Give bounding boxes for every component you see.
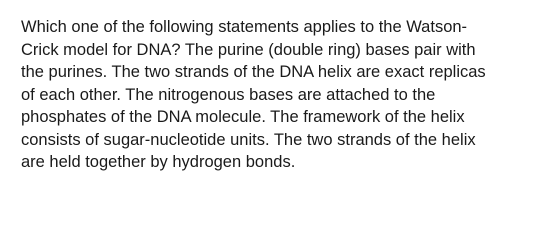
question-line: the purines. The two strands of the DNA helix are exact replicas: [21, 63, 486, 81]
question-line: consists of sugar-nucleotide units. The two strands of the helix: [21, 130, 476, 149]
question-text: [21, 16, 551, 174]
question-line: are held together by hydrogen bonds.: [21, 153, 296, 171]
question-line: of each other. The nitrogenous bases are attached to the: [21, 85, 436, 104]
question-line: phosphates of the DNA molecule. The framework of the helix: [21, 108, 465, 126]
question-line: Crick model for DNA? The purine (double ring) bases pair with: [21, 40, 476, 59]
question-line: Which one of the following statements applies to the Watson-: [21, 18, 468, 36]
